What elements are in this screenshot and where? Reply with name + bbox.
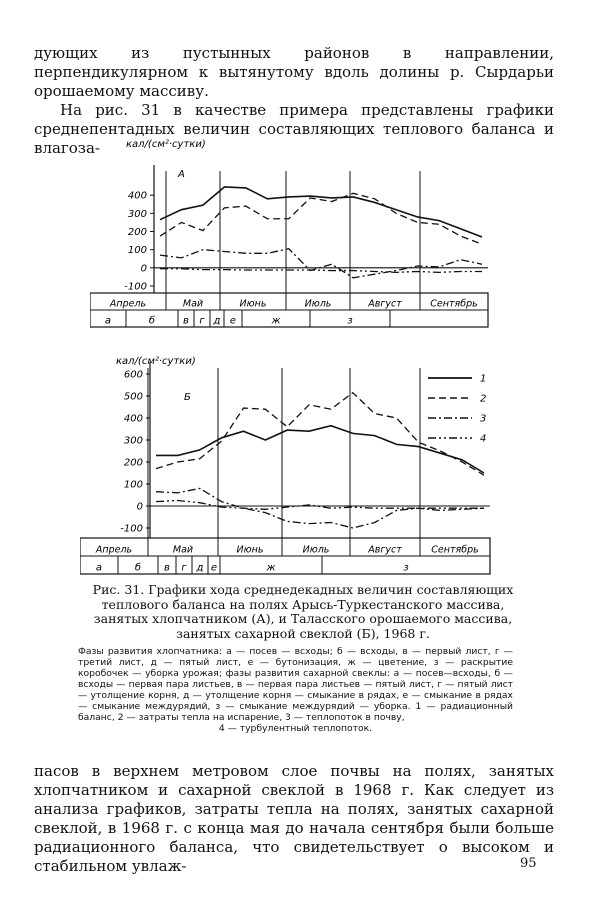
legend-label-4: 4: [480, 433, 487, 445]
paragraph-3: пасов в верхнем метровом слое почвы на полях, занятых хлопчатником и сахарной свеклой в 1968 г. Как следует из анализа графиков, затраты тепла на полях, занятых сахарной свеклой, в 1968 г. с конца мая до начала сентября были больше радиационного баланса, что свидетельствует о высоком и стабильном увлаж-: [34, 762, 554, 875]
series-4-line: [156, 501, 484, 510]
y-tick-label: 100: [123, 479, 143, 491]
month-label: Июнь: [239, 298, 267, 310]
phase-label: г: [199, 315, 205, 327]
month-label: Сентябрь: [431, 544, 479, 556]
text-bottom: [34, 762, 554, 876]
chart-b: [80, 350, 505, 578]
month-label: Июль: [302, 544, 330, 556]
month-label: Август: [368, 544, 402, 556]
chart-b-ylabel: кал/(см²·сутки): [116, 356, 196, 367]
phase-label: а: [104, 315, 112, 327]
y-tick-label: 0: [136, 501, 143, 513]
phase-label: д: [196, 562, 204, 574]
legend-label-3: 3: [480, 413, 487, 425]
y-tick-label: 400: [127, 190, 147, 202]
y-tick-label: 500: [123, 391, 143, 403]
paragraph-1: дующих из пустынных районов в направлении, перпендикулярном к вытянутому вдоль долины р. Сырдарьи орошаемому массиву.: [34, 44, 554, 100]
chart-a-axes: [124, 165, 488, 293]
month-label: Апрель: [95, 544, 133, 556]
month-label: Апрель: [109, 298, 147, 310]
month-label: Май: [172, 544, 194, 556]
figure-caption: Рис. 31. Графики хода среднедекадных величин составляющих теплового баланса на полях Арысь-Туркестанского массива, занятых хлопчатником (А), и Таласского орошаемого массива, занятых сахарной свеклой (Б), 1968 г.: [92, 582, 514, 641]
month-label: Август: [368, 298, 402, 310]
chart-a-phase-table: [90, 293, 488, 327]
chart-b-series: [156, 393, 487, 528]
y-tick-label: 400: [123, 413, 143, 425]
chart-b-legend: [428, 374, 486, 445]
chart-b-axes: [120, 362, 490, 538]
month-label: Июнь: [236, 544, 264, 556]
phase-label: е: [210, 562, 218, 574]
month-label: Май: [182, 298, 204, 310]
y-tick-label: 100: [127, 245, 147, 257]
phase-label: б: [134, 562, 142, 574]
phase-label: в: [183, 315, 189, 327]
chart-a-ylabel: кал/(см²·сутки): [126, 139, 206, 150]
phase-label: з: [347, 315, 353, 327]
y-tick-label: -100: [120, 523, 143, 535]
phase-label: е: [229, 315, 237, 327]
phase-label: г: [181, 562, 187, 574]
y-tick-label: 200: [127, 227, 147, 238]
phase-label: а: [95, 562, 103, 574]
paragraph-2: На рис. 31 в качестве примера представлены графики среднепентадных величин составляющих теплового баланса и влагоза-: [34, 101, 554, 157]
series-2-line: [156, 393, 487, 476]
y-tick-label: 0: [140, 263, 147, 275]
phase-label: б: [148, 315, 156, 327]
phase-label: ж: [271, 315, 281, 327]
chart-a-panel-label: А: [178, 169, 185, 180]
month-label: Сентябрь: [430, 298, 478, 310]
legend-body: Фазы развития хлопчатника: а — посев — всходы; б — всходы, в — первый лист, г — третий лист, д — пятый лист, е — бутонизация, ж — цветение, з — раскрытие коробочек — уборка урожая; фазы развития сахарной свеклы: а — посев—всходы, б — всходы — первая пара листьев, в — первая пара листьев — пятый лист, г — пятый лист — утолщение корня, д — утолщение корня — смыкание в рядах, е — смыкание в рядах — смыкание междурядий, з — смыкание междурядий — уборка. 1 — радиационный баланс, 2 — затраты тепла на испарение, 3 — теплопоток в почву,: [78, 646, 513, 723]
month-label: Июль: [304, 298, 332, 310]
phase-label: ж: [266, 562, 276, 574]
chart-b-phase-table: [80, 538, 490, 574]
series-1-line: [160, 187, 482, 237]
page-number: 95: [520, 856, 537, 871]
series-4-line: [160, 269, 482, 273]
y-tick-label: 200: [123, 457, 143, 469]
phase-label: з: [403, 562, 409, 574]
legend-end: 4 — турбулентный теплопоток.: [218, 723, 373, 734]
chart-b-panel-label: Б: [184, 392, 191, 403]
chart-a-series: [160, 187, 482, 278]
legend-label-1: 1: [480, 373, 487, 385]
legend-label-2: 2: [480, 393, 487, 405]
series-3-line: [160, 249, 482, 278]
phase-label: в: [164, 562, 170, 574]
y-tick-label: 300: [127, 208, 147, 220]
chart-a: [90, 133, 502, 333]
figure-legend-text: [78, 646, 513, 734]
y-tick-label: -100: [124, 281, 147, 293]
y-tick-label: 300: [123, 435, 143, 447]
phase-label: д: [213, 315, 221, 327]
y-tick-label: 600: [123, 369, 143, 381]
